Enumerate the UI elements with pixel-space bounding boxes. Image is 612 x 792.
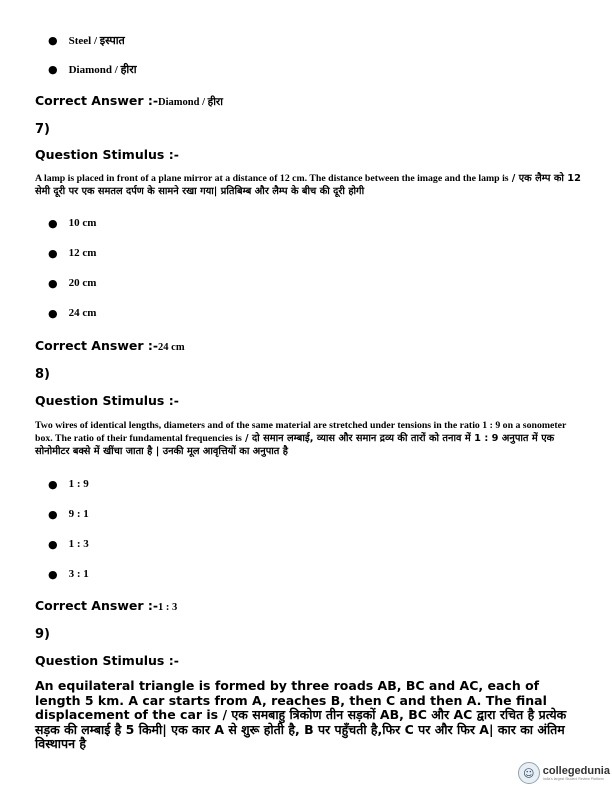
bullet-icon: ● — [48, 216, 58, 230]
option-text: 1 : 9 — [68, 478, 89, 490]
question-stimulus-label: Question Stimulus :- — [35, 393, 179, 408]
bullet-icon: ● — [48, 246, 58, 260]
q7-option-2 — [48, 247, 96, 259]
question-stimulus-label: Question Stimulus :- — [35, 147, 179, 162]
option-text: 1 : 3 — [68, 538, 89, 550]
q7-stem — [35, 172, 585, 198]
logo-name: collegedunia — [542, 764, 610, 777]
q7-correct-answer — [35, 335, 185, 354]
option-text: 9 : 1 — [68, 508, 89, 520]
q6-correct-answer — [35, 90, 223, 109]
question-number: 9) — [35, 627, 50, 642]
option-text: Diamond / हीरा — [68, 64, 137, 76]
q7-option-3 — [48, 277, 96, 289]
bullet-icon: ● — [48, 306, 58, 320]
q8-option-4 — [48, 568, 89, 580]
question-number: 8) — [35, 367, 50, 382]
option-text: 3 : 1 — [68, 568, 89, 580]
collegedunia-logo — [518, 762, 610, 784]
stem-hindi: / एक लैम्प को 12 सेमी दूरी पर एक समतल दर्पण के सामने रखा गया| प्रतिबिम्ब और लैम्प के बीच की दूरी होगी — [35, 173, 581, 197]
q8-option-3 — [48, 538, 89, 550]
bullet-icon: ● — [48, 537, 58, 551]
correct-answer-label: Correct Answer :- — [35, 93, 159, 108]
bullet-icon: ● — [48, 34, 58, 47]
q9-stem: An equilateral triangle is formed by three roads AB, BC and AC, each of length 5 km. A car starts from A, reaches B, then C and then A. The final displacement of the car is / एक समबाहु त्रिकोण तीन सड़कों AB, BC और AC द्वारा रचित है प्रत्येक सड़क की लम्बाई है 5 किमी| एक कार A से शुरू होती है, B पर पहुँचती है,फिर C पर और फिर A| कार का अंतिम विस्थापन है — [35, 678, 567, 751]
correct-answer-value: Diamond / हीरा — [158, 97, 223, 108]
question-stimulus-label: Question Stimulus :- — [35, 653, 179, 668]
bullet-icon: ● — [48, 63, 58, 76]
correct-answer-value: 24 cm — [158, 342, 185, 353]
q8-stem — [35, 419, 585, 458]
stem-english: Two wires of identical lengths, diameters and of the same material are stretched under tensions in the ratio 1 : 9 on a sonometer box. The ratio of their fundamental frequencies is — [35, 420, 567, 444]
bullet-icon: ● — [48, 507, 58, 521]
option-text: Steel / इस्पात — [68, 35, 125, 47]
correct-answer-value: 1 : 3 — [158, 602, 178, 613]
stem-hindi: / दो समान लम्बाई, व्यास और समान द्रव्य की तारों को तनाव में 1 : 9 अनुपात में एक सोनोमीटर बक्से में खींचा जाता है | उनकी मूल आवृत्तियों का अनुपात है — [35, 433, 555, 457]
question-number: 7) — [35, 122, 50, 137]
graduate-face-icon: ☺ — [518, 762, 540, 784]
correct-answer-label: Correct Answer :- — [35, 338, 159, 353]
option-text: 24 cm — [68, 307, 97, 319]
bullet-icon: ● — [48, 477, 58, 491]
correct-answer-label: Correct Answer :- — [35, 598, 159, 613]
q8-option-1 — [48, 478, 89, 490]
logo-tagline: India's largest Student Review Platform — [542, 776, 604, 781]
bullet-icon: ● — [48, 276, 58, 290]
logo-text — [543, 765, 610, 782]
option-text: 20 cm — [68, 277, 97, 289]
stem-english: A lamp is placed in front of a plane mirror at a distance of 12 cm. The distance between the image and the lamp is — [35, 173, 509, 184]
option-text: 12 cm — [68, 247, 97, 259]
q6-option-2 — [48, 62, 137, 77]
q8-option-2 — [48, 508, 89, 520]
option-text: 10 cm — [68, 217, 97, 229]
q8-correct-answer — [35, 595, 177, 614]
bullet-icon: ● — [48, 567, 58, 581]
q6-option-1 — [48, 33, 125, 48]
q7-option-1 — [48, 217, 96, 229]
q7-option-4 — [48, 307, 96, 319]
